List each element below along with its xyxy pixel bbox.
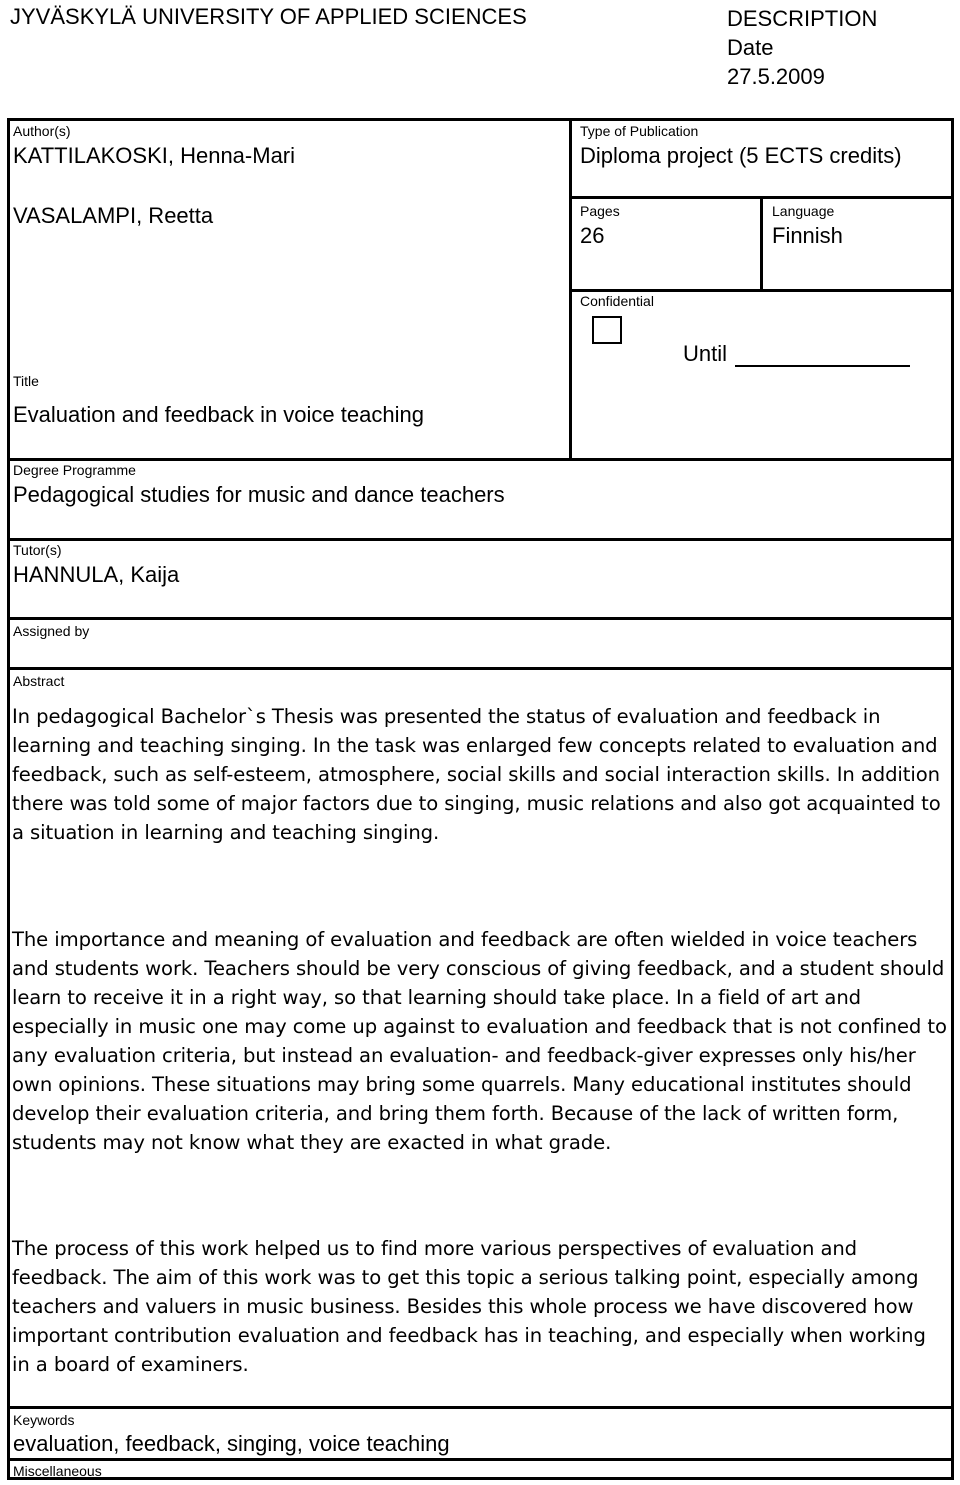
- language-label: Language: [772, 203, 835, 219]
- divider-pages-confidential: [569, 289, 954, 292]
- abstract-label: Abstract: [13, 673, 65, 689]
- divider-abstract-keywords: [7, 1406, 954, 1409]
- tutor-value: HANNULA, Kaija: [13, 562, 180, 587]
- pages-value: 26: [580, 223, 605, 248]
- abstract-paragraph-2: The importance and meaning of evaluation and feedback are often wielded in voice teachers and students work. Teachers should be very conscious of giving feedback, and a student should learn to receive it in a right way, so that learning should take place. In a field of art and especially in music one may come up against to evaluation and feedback that is not confined to any evaluation criteria, but instead an evaluation- and feedback-giver expresses only his/her own opinions. These situations may bring some quarrels. Many educational institutes should develop their evaluation criteria, and bring them forth. Because of the lack of written form, students may not know what they are exacted in what grade.: [12, 928, 947, 1154]
- divider-degree-tutor: [7, 538, 954, 541]
- divider-tutor-assigned: [7, 617, 954, 620]
- abstract-paragraph-1: In pedagogical Bachelor`s Thesis was presented the status of evaluation and feedback in learning and teaching singing. In the task was enlarged few concepts related to evaluation and feedback, such as self-esteem, atmosphere, social skills and social interaction skills. In addition there was told some of major factors due to singing, music relations and also got acquainted to a situation in learning and teaching singing.: [12, 705, 941, 844]
- degree-label: Degree Programme: [13, 462, 136, 478]
- confidential-checkbox[interactable]: [592, 316, 622, 344]
- miscellaneous-label: Miscellaneous: [13, 1463, 102, 1479]
- pages-label: Pages: [580, 203, 620, 219]
- language-value: Finnish: [772, 223, 843, 248]
- tutor-label: Tutor(s): [13, 542, 62, 558]
- author-name-2: VASALAMPI, Reetta: [13, 203, 214, 228]
- keywords-label: Keywords: [13, 1412, 75, 1428]
- keywords-value: evaluation, feedback, singing, voice teaching: [13, 1431, 450, 1456]
- doc-type: DESCRIPTION: [727, 6, 878, 31]
- publication-type-value: Diploma project (5 ECTS credits): [580, 143, 902, 168]
- until-label: Until: [683, 341, 728, 366]
- title-value: Evaluation and feedback in voice teaching: [13, 402, 424, 427]
- confidential-label: Confidential: [580, 293, 654, 309]
- divider-keywords-misc: [7, 1458, 954, 1461]
- institution-name: JYVÄSKYLÄ UNIVERSITY OF APPLIED SCIENCES: [10, 4, 527, 29]
- divider-assigned-abstract: [7, 667, 954, 670]
- date-label: Date: [727, 35, 774, 60]
- date-value: 27.5.2009: [727, 64, 825, 89]
- until-blank-line[interactable]: [735, 365, 910, 367]
- divider-title-degree: [7, 458, 954, 461]
- header-right: [727, 4, 877, 91]
- divider-pages-language: [760, 196, 763, 291]
- title-label: Title: [13, 373, 39, 389]
- degree-value: Pedagogical studies for music and dance teachers: [13, 482, 505, 507]
- publication-type-label: Type of Publication: [580, 123, 699, 139]
- assigned-label: Assigned by: [13, 623, 90, 639]
- abstract-paragraph-3: The process of this work helped us to find more various perspectives of evaluation and feedback. The aim of this work was to get this topic a serious talking point, especially among teachers and valuers in music business. Besides this whole process we have discovered how important contribution evaluation and feedback has in teaching, and especially when working in a board of examiners.: [12, 1237, 926, 1376]
- author-name-1: KATTILAKOSKI, Henna-Mari: [13, 143, 296, 168]
- author-label: Author(s): [13, 123, 71, 139]
